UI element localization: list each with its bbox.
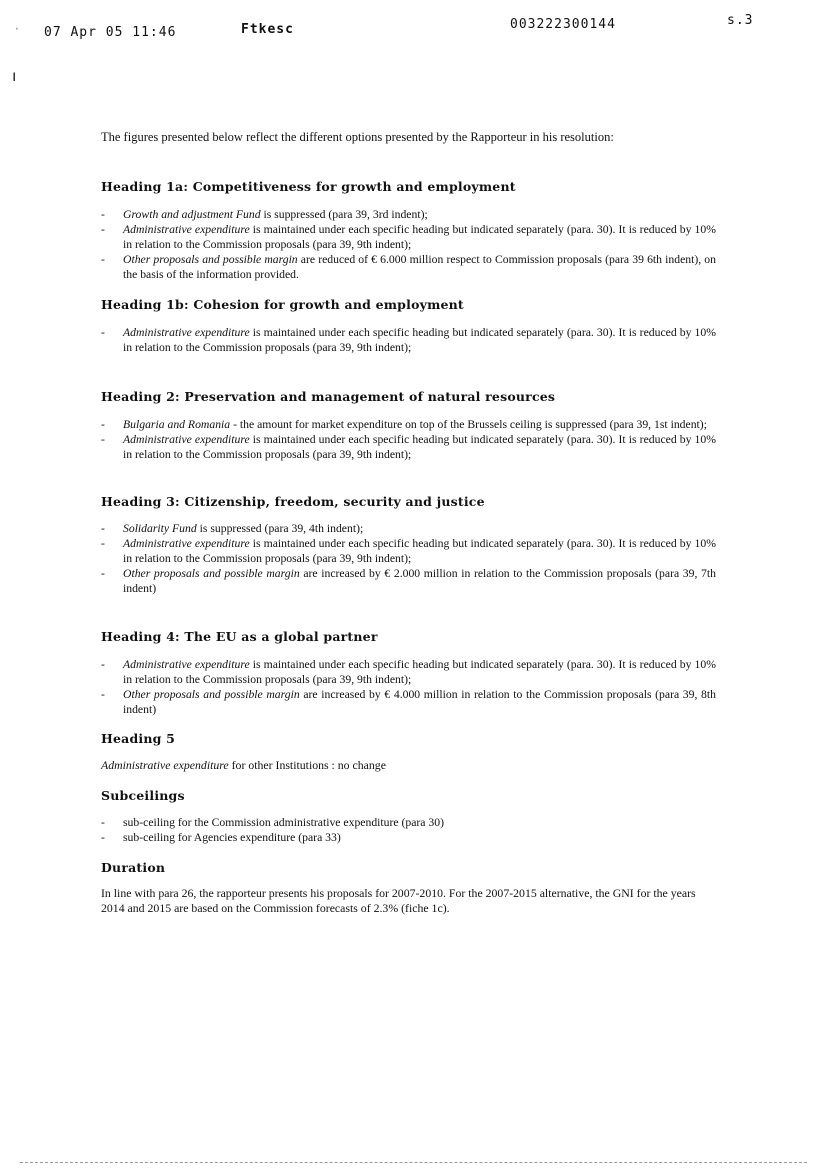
section-heading-3 [101, 494, 716, 596]
section-heading: Heading 2: Preservation and management of natural resources [101, 389, 556, 404]
item-term: Administrative expenditure [123, 658, 250, 671]
item-text: - the amount for market expenditure on top of the Brussels ceiling is suppressed (para 39, 1st indent); [230, 418, 707, 431]
intro-text: The figures presented below reflect the different options presented by the Rapporteur in his resolution: [101, 130, 614, 144]
section-heading: Duration [101, 860, 166, 875]
item-term: Bulgaria and Romania [123, 418, 231, 431]
section-heading: Heading 1a: Competitiveness for growth and employment [101, 179, 516, 194]
item-text: is suppressed (para 39, 3rd indent); [260, 208, 428, 221]
section-heading: Heading 3: Citizenship, freedom, security and justice [101, 494, 485, 509]
item-term: Administrative expenditure [123, 537, 250, 550]
item-term: Other proposals and possible margin [123, 253, 298, 266]
margin-mark: ı [12, 68, 17, 85]
fax-number: 003222300144 [510, 17, 616, 32]
item-text: is maintained under each specific heading but indicated separately (para. 30). It is reduced by 10% in relation to the Commission proposals (para 39, 9th indent); [123, 537, 716, 565]
heading5-text [101, 758, 716, 773]
item-list [101, 815, 716, 845]
list-item [101, 252, 716, 282]
list-item: - sub-ceiling for Agencies expenditure (para 33) [101, 830, 716, 845]
item-term: Solidarity Fund [123, 522, 197, 535]
list-item [101, 521, 716, 536]
item-text: is maintained under each specific heading but indicated separately (para. 30). It is reduced by 10% in relation to the Commission proposals (para 39, 9th indent); [123, 326, 716, 354]
item-term: Administrative expenditure [123, 326, 250, 339]
section-heading: Heading 5 [101, 731, 176, 746]
item-text: are increased by € 2.000 million in relation to the Commission proposals (para 39, 7th indent) [123, 567, 716, 595]
item-list [101, 521, 716, 596]
section-duration [101, 860, 716, 916]
duration-text: In line with para 26, the rapporteur presents his proposals for 2007-2010. For the 2007-2015 alternative, the GNI for the years 2014 and 2015 are based on the Commission forecasts of 2.3% (fiche 1c). [101, 886, 696, 915]
item-text: is maintained under each specific heading but indicated separately (para. 30). It is reduced by 10% in relation to the Commission proposals (para 39, 9th indent); [123, 433, 716, 461]
item-term: Administrative expenditure [123, 433, 250, 446]
item-term: Other proposals and possible margin [123, 688, 300, 701]
item-list [101, 417, 716, 462]
item-text: is maintained under each specific heading but indicated separately (para. 30). It is reduced by 10% in relation to the Commission proposals (para 39, 9th indent); [123, 658, 716, 686]
section-heading-1b [101, 297, 716, 355]
item-term: Growth and adjustment Fund [123, 208, 261, 221]
section-heading: Heading 4: The EU as a global partner [101, 629, 378, 644]
item-text: are reduced of € 6.000 million respect to Commission proposals (para 39 6th indent), on the basis of the information provided. [123, 253, 716, 281]
list-item [101, 657, 716, 687]
list-item [101, 536, 716, 566]
section-heading-5 [101, 731, 716, 773]
list-item [101, 417, 716, 432]
list-item [101, 207, 716, 222]
item-text: is maintained under each specific heading but indicated separately (para. 30). It is reduced by 10% in relation to the Commission proposals (para 39, 9th indent); [123, 223, 716, 251]
page-mark: ‘ [16, 26, 18, 36]
list-item [101, 566, 716, 596]
section-heading: Subceilings [101, 788, 185, 803]
item-term: Other proposals and possible margin [123, 567, 300, 580]
item-list [101, 325, 716, 355]
section-heading-1a [101, 179, 716, 282]
list-item: - sub-ceiling for the Commission administrative expenditure (para 30) [101, 815, 716, 830]
section-subceilings [101, 788, 716, 845]
item-text: for other Institutions : no change [228, 758, 386, 772]
item-list [101, 657, 716, 717]
section-heading-4 [101, 629, 716, 717]
list-item [101, 432, 716, 462]
page-bottom-edge [20, 1162, 807, 1164]
list-item [101, 687, 716, 717]
item-list [101, 207, 716, 282]
fax-sender: Ftkesc [241, 22, 294, 37]
list-item [101, 222, 716, 252]
item-term: Administrative expenditure [123, 223, 250, 236]
section-heading-2 [101, 389, 716, 462]
document-body [101, 130, 716, 916]
fax-page-number: s.3 [727, 13, 754, 28]
item-text: are increased by € 4.000 million in relation to the Commission proposals (para 39, 8th indent) [123, 688, 716, 716]
item-term: Administrative expenditure [101, 758, 229, 772]
item-text: is suppressed (para 39, 4th indent); [196, 522, 364, 535]
fax-date: 07 Apr 05 11:46 [44, 25, 177, 40]
list-item [101, 325, 716, 355]
section-heading: Heading 1b: Cohesion for growth and employment [101, 297, 464, 312]
